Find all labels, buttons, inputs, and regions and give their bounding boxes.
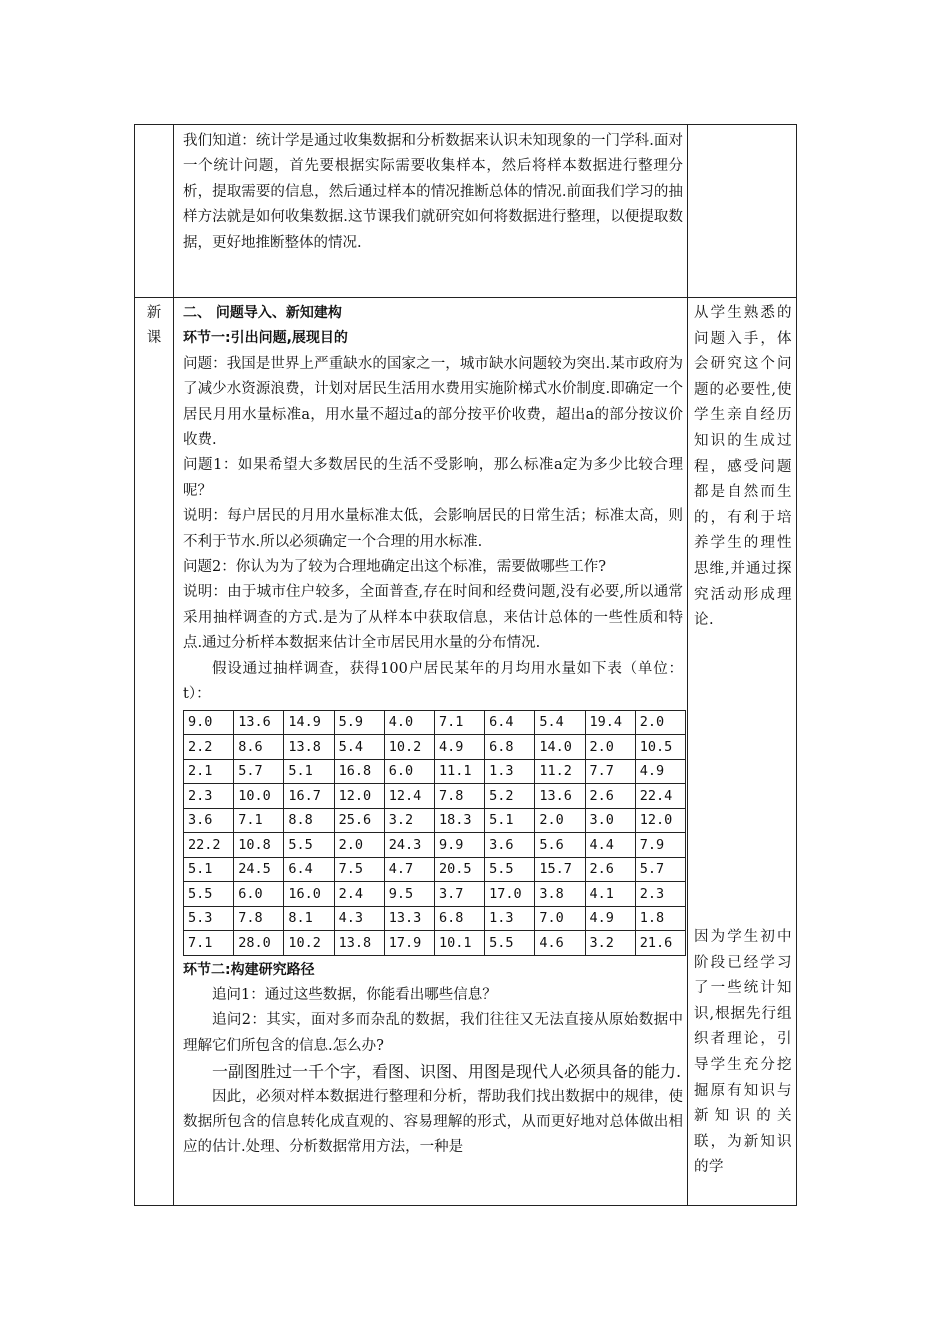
table-cell: 7.0 [535,906,585,931]
label-char-2: 课 [146,330,162,346]
table-cell: 16.0 [284,882,334,907]
table-row [184,808,686,833]
table-cell: 2.6 [585,784,635,809]
question-1: 问题1：如果希望大多数居民的生活不受影响，那么标准a定为多少比较合理呢？ [183,457,683,499]
table-row [184,906,686,931]
table-cell: 5.7 [635,857,685,882]
table-cell: 8.8 [284,808,334,833]
table-cell: 6.8 [485,735,535,760]
side-comment-1-text: 从学生熟悉的问题入手，体会研究这个问题的必要性,使学生亲自经历知识的生成过程，感受问题都是自然而生的，有利于培养学生的理性思维,并通过探究活动形成理论. [694,305,792,629]
table-cell: 5.5 [485,931,535,956]
table-cell: 4.9 [585,906,635,931]
table-row [184,710,686,735]
table-cell: 2.4 [334,882,384,907]
table-row [184,882,686,907]
table-cell: 7.8 [234,906,284,931]
note-1: 说明：每户居民的月用水量标准太低，会影响居民的日常生活；标准太高，则不利于节水.所以必须确定一个合理的用水标准. [183,508,683,550]
table-cell: 5.9 [334,710,384,735]
table-cell: 10.2 [284,931,334,956]
table-cell: 5.2 [485,784,535,809]
table-cell: 7.8 [434,784,484,809]
table-cell: 7.1 [184,931,234,956]
table-cell: 4.7 [384,857,434,882]
table-cell: 5.4 [535,710,585,735]
table-row [184,759,686,784]
table-cell: 2.0 [535,808,585,833]
table-cell: 5.5 [284,833,334,858]
column-divider-right [687,125,688,1205]
table-cell: 16.8 [334,759,384,784]
table-cell: 5.4 [334,735,384,760]
table-cell: 5.5 [485,857,535,882]
table-cell: 24.3 [384,833,434,858]
table-cell: 14.9 [284,710,334,735]
table-cell: 2.0 [635,710,685,735]
table-cell: 8.1 [284,906,334,931]
table-cell: 13.8 [334,931,384,956]
table-cell: 2.3 [184,784,234,809]
table-cell: 14.0 [535,735,585,760]
table-cell: 1.3 [485,759,535,784]
table-cell: 12.0 [635,808,685,833]
side-comment-2-text: 因为学生初中阶段已经学习了一些统计知识,根据先行组织者理论，引导学生充分挖掘原有知识与新知识的关联，为新知识的学 [694,929,792,1176]
table-cell: 10.1 [434,931,484,956]
table-row [184,857,686,882]
table-cell: 3.6 [184,808,234,833]
table-row [184,833,686,858]
table-cell: 6.8 [434,906,484,931]
column-divider-left [173,125,174,1205]
table-cell: 4.4 [585,833,635,858]
table-cell: 8.6 [234,735,284,760]
table-cell: 3.2 [585,931,635,956]
question-2: 问题2：你认为为了较为合理地确定出这个标准，需要做哪些工作? [183,559,606,576]
table-cell: 3.0 [585,808,635,833]
table-cell: 10.2 [384,735,434,760]
follow-up-1: 追问1：通过这些数据，你能看出哪些信息？ [212,986,497,1003]
table-cell: 13.6 [234,710,284,735]
table-cell: 2.6 [585,857,635,882]
table-cell: 17.9 [384,931,434,956]
table-cell: 21.6 [635,931,685,956]
label-char-1: 新 [146,305,162,321]
table-cell: 11.2 [535,759,585,784]
table-cell: 7.1 [234,808,284,833]
problem-paragraph: 问题：我国是世界上严重缺水的国家之一，城市缺水问题较为突出.某市政府为了减少水资源浪费，计划对居民生活用水费用实施阶梯式水价制度.即确定一个居民月用水量标准a，用水量不超过a的部分按平价收费，超出a的部分按议价收费. [183,355,683,449]
water-usage-table [183,710,686,956]
table-cell: 6.0 [384,759,434,784]
table-cell: 4.1 [585,882,635,907]
table-cell: 10.8 [234,833,284,858]
table-cell: 4.6 [535,931,585,956]
table-cell: 3.2 [384,808,434,833]
table-cell: 2.1 [184,759,234,784]
table-cell: 13.3 [384,906,434,931]
table-cell: 1.8 [635,906,685,931]
table-cell: 22.4 [635,784,685,809]
main-content-cell [183,301,683,1161]
table-cell: 19.4 [585,710,635,735]
table-cell: 10.0 [234,784,284,809]
table-cell: 2.3 [635,882,685,907]
row-divider [135,297,796,298]
side-comment-2 [694,925,792,1181]
table-cell: 11.1 [434,759,484,784]
table-cell: 2.0 [585,735,635,760]
table-cell: 9.0 [184,710,234,735]
table-cell: 12.4 [384,784,434,809]
table-cell: 4.0 [384,710,434,735]
table-cell: 3.8 [535,882,585,907]
table-cell: 4.9 [635,759,685,784]
table-cell: 2.0 [334,833,384,858]
table-cell: 10.5 [635,735,685,760]
table-cell: 17.0 [485,882,535,907]
table-cell: 4.9 [434,735,484,760]
table-cell: 7.5 [334,857,384,882]
table-cell: 16.7 [284,784,334,809]
table-cell: 20.5 [434,857,484,882]
table-cell: 6.4 [485,710,535,735]
table-cell: 12.0 [334,784,384,809]
table-cell: 7.9 [635,833,685,858]
table-cell: 25.6 [334,808,384,833]
table-cell: 18.3 [434,808,484,833]
picture-paragraph: 一副图胜过一千个字，看图、识图、用图是现代人必须具备的能力. [212,1062,682,1082]
table-cell: 9.5 [384,882,434,907]
table-cell: 24.5 [234,857,284,882]
table-cell: 5.1 [284,759,334,784]
table-cell: 5.5 [184,882,234,907]
table-cell: 5.1 [184,857,234,882]
table-row [184,931,686,956]
note-2: 说明：由于城市住户较多，全面普查,存在时间和经费问题,没有必要,所以通常采用抽样调查的方式.是为了从样本中获取信息，来估计总体的一些性质和特点.通过分析样本数据来估计全市居民用水量的分布情况. [183,584,683,652]
table-cell: 5.3 [184,906,234,931]
table-row [184,735,686,760]
section-title: 二、 问题导入、新知建构 [183,305,342,321]
table-cell: 6.4 [284,857,334,882]
table-row [184,784,686,809]
table-cell: 2.2 [184,735,234,760]
intro-paragraph: 我们知道：统计学是通过收集数据和分析数据来认识未知现象的一门学科.面对一个统计问题，首先要根据实际需要收集样本，然后将样本数据进行整理分析，提取需要的信息，然后通过样本的情况推断总体的情况.前面我们学习的抽样方法就是如何收集数据.这节课我们就研究如何将数据进行整理，以便提取数据，更好地推断整体的情况. [183,133,683,251]
table-cell: 5.1 [485,808,535,833]
table-cell: 7.1 [434,710,484,735]
table-cell: 3.6 [485,833,535,858]
intro-cell [183,129,683,256]
table-cell: 1.3 [485,906,535,931]
table-cell: 22.2 [184,833,234,858]
table-cell: 15.7 [535,857,585,882]
table-cell: 6.0 [234,882,284,907]
part1-title: 环节一:引出问题,展现目的 [183,330,348,347]
therefore-paragraph: 因此，必须对样本数据进行整理和分析，帮助我们找出数据中的规律，使数据所包含的信息转化成直观的、容易理解的形式，从而更好地对总体做出相应的估计.处理、分析数据常用方法，一种是 [183,1088,683,1156]
table-cell: 5.6 [535,833,585,858]
table-cell: 5.7 [234,759,284,784]
table-cell: 7.7 [585,759,635,784]
table-cell: 4.3 [334,906,384,931]
table-cell: 3.7 [434,882,484,907]
follow-up-2: 追问2：其实，面对多而杂乱的数据，我们往往又无法直接从原始数据中理解它们所包含的信息.怎么办? [183,1012,683,1054]
table-cell: 28.0 [234,931,284,956]
table-cell: 13.8 [284,735,334,760]
table-cell: 13.6 [535,784,585,809]
row-label-new-lesson [135,301,173,351]
assumption-paragraph: 假设通过抽样调查，获得100户居民某年的月均用水量如下表（单位：t）： [183,660,683,703]
side-comment-1 [694,301,792,634]
part2-title: 环节二:构建研究路径 [183,961,315,978]
lesson-plan-table [134,124,797,1206]
table-cell: 9.9 [434,833,484,858]
